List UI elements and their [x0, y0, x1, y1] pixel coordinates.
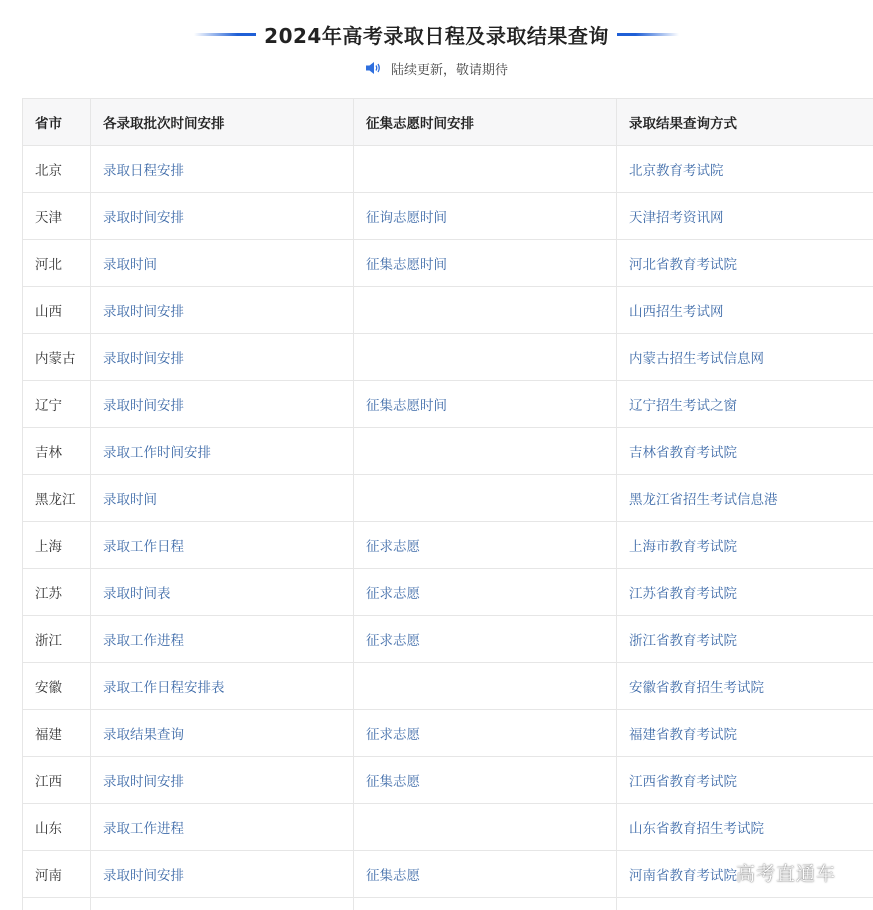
- solicit-cell: [354, 616, 617, 663]
- subtitle-row: [0, 58, 873, 78]
- solicit-cell: [354, 475, 617, 522]
- subtitle-text: 陆续更新，敬请期待: [390, 62, 508, 78]
- table-row: [23, 898, 873, 910]
- table-row: [23, 522, 873, 569]
- solicit-link[interactable]: 征询志愿时间: [366, 210, 447, 226]
- query-cell: [617, 381, 873, 428]
- schedule-cell: [91, 616, 354, 663]
- query-cell: [617, 522, 873, 569]
- table-row: [23, 616, 873, 663]
- province-cell: 吉林: [23, 428, 91, 475]
- query-cell: [617, 757, 873, 804]
- province-cell: [23, 898, 91, 910]
- schedule-link[interactable]: 录取时间: [103, 257, 157, 273]
- schedule-link[interactable]: 录取工作日程安排表: [103, 680, 225, 696]
- title-row: [0, 18, 873, 50]
- solicit-cell: [354, 193, 617, 240]
- schedule-cell: [91, 710, 354, 757]
- schedule-link[interactable]: 录取工作时间安排: [103, 445, 211, 461]
- header-schedule: 各录取批次时间安排: [91, 99, 354, 146]
- table-row: [23, 475, 873, 522]
- province-cell: 福建: [23, 710, 91, 757]
- solicit-link[interactable]: 征求志愿: [366, 727, 420, 743]
- table-row: [23, 663, 873, 710]
- page-title: 2024年高考录取日程及录取结果查询: [264, 23, 609, 48]
- query-link[interactable]: 福建省教育考试院: [629, 727, 737, 743]
- query-link[interactable]: 浙江省教育考试院: [629, 633, 737, 649]
- table-row: [23, 757, 873, 804]
- solicit-cell: [354, 710, 617, 757]
- solicit-link[interactable]: 征集志愿时间: [366, 398, 447, 414]
- schedule-link[interactable]: 录取时间安排: [103, 868, 184, 884]
- query-cell: [617, 193, 873, 240]
- schedule-cell: [91, 240, 354, 287]
- solicit-cell: [354, 334, 617, 381]
- schedule-cell: [91, 569, 354, 616]
- province-cell: 浙江: [23, 616, 91, 663]
- schedule-link[interactable]: 录取时间表: [103, 586, 171, 602]
- schedule-cell: [91, 428, 354, 475]
- schedule-cell: [91, 146, 354, 193]
- query-link[interactable]: 江苏省教育考试院: [629, 586, 737, 602]
- query-link[interactable]: 山西招生考试网: [629, 304, 724, 320]
- table-row: [23, 240, 873, 287]
- schedule-link[interactable]: 录取时间安排: [103, 398, 184, 414]
- solicit-link[interactable]: 征集志愿: [366, 774, 420, 790]
- schedule-cell: [91, 757, 354, 804]
- solicit-cell: [354, 569, 617, 616]
- schedule-cell: [91, 287, 354, 334]
- schedule-link[interactable]: 录取工作进程: [103, 821, 184, 837]
- table-row: [23, 287, 873, 334]
- schedule-cell: [91, 334, 354, 381]
- province-cell: 山东: [23, 804, 91, 851]
- solicit-link[interactable]: 征求志愿: [366, 633, 420, 649]
- query-link[interactable]: 吉林省教育考试院: [629, 445, 737, 461]
- province-cell: 北京: [23, 146, 91, 193]
- solicit-cell: [354, 663, 617, 710]
- query-link[interactable]: 黑龙江省招生考试信息港: [629, 492, 778, 508]
- table-row: [23, 569, 873, 616]
- query-link[interactable]: 上海市教育考试院: [629, 539, 737, 555]
- header-solicit: 征集志愿时间安排: [354, 99, 617, 146]
- query-link[interactable]: 河南省教育考试院: [629, 868, 737, 884]
- province-cell: 河南: [23, 851, 91, 898]
- province-cell: 河北: [23, 240, 91, 287]
- title-decor-line-right: [617, 33, 679, 36]
- solicit-link[interactable]: 征集志愿时间: [366, 257, 447, 273]
- query-cell: [617, 334, 873, 381]
- schedule-cell: [91, 663, 354, 710]
- query-cell: [617, 616, 873, 663]
- admission-table-container: [22, 98, 873, 910]
- province-cell: 内蒙古: [23, 334, 91, 381]
- solicit-link[interactable]: 征求志愿: [366, 586, 420, 602]
- table-row: [23, 710, 873, 757]
- solicit-cell: [354, 804, 617, 851]
- solicit-cell: [354, 851, 617, 898]
- page-header: [0, 0, 873, 98]
- query-link[interactable]: 河北省教育考试院: [629, 257, 737, 273]
- table-row: [23, 334, 873, 381]
- query-cell: [617, 146, 873, 193]
- province-cell: 辽宁: [23, 381, 91, 428]
- query-cell: [617, 663, 873, 710]
- solicit-cell: [354, 428, 617, 475]
- query-link[interactable]: 天津招考资讯网: [629, 210, 724, 226]
- query-cell: [617, 240, 873, 287]
- province-cell: 黑龙江: [23, 475, 91, 522]
- header-province: 省市: [23, 99, 91, 146]
- schedule-cell: [91, 522, 354, 569]
- title-decor-line-left: [194, 33, 256, 36]
- province-cell: 山西: [23, 287, 91, 334]
- schedule-link[interactable]: 录取结果查询: [103, 727, 184, 743]
- admission-table: [22, 98, 873, 910]
- schedule-link[interactable]: 录取时间安排: [103, 304, 184, 320]
- solicit-link[interactable]: 征集志愿: [366, 868, 420, 884]
- query-link[interactable]: 江西省教育考试院: [629, 774, 737, 790]
- table-row: [23, 381, 873, 428]
- solicit-cell: [354, 522, 617, 569]
- schedule-link[interactable]: 录取时间: [103, 492, 157, 508]
- solicit-cell: [354, 146, 617, 193]
- schedule-link[interactable]: 录取时间安排: [103, 210, 184, 226]
- province-cell: 江西: [23, 757, 91, 804]
- query-link[interactable]: 内蒙古招生考试信息网: [629, 351, 764, 367]
- schedule-link[interactable]: 录取工作进程: [103, 633, 184, 649]
- solicit-cell: [354, 757, 617, 804]
- query-cell: [617, 804, 873, 851]
- query-cell: [617, 710, 873, 757]
- table-row: [23, 804, 873, 851]
- header-query: 录取结果查询方式: [617, 99, 873, 146]
- speaker-icon: [365, 61, 383, 75]
- schedule-cell: [91, 193, 354, 240]
- province-cell: 上海: [23, 522, 91, 569]
- schedule-cell: [91, 851, 354, 898]
- schedule-cell: [91, 898, 354, 910]
- solicit-cell: [354, 287, 617, 334]
- province-cell: 天津: [23, 193, 91, 240]
- query-cell: [617, 569, 873, 616]
- query-link[interactable]: 山东省教育招生考试院: [629, 821, 764, 837]
- query-cell: [617, 287, 873, 334]
- query-link[interactable]: 安徽省教育招生考试院: [629, 680, 764, 696]
- table-body: [23, 146, 873, 910]
- table-row: [23, 428, 873, 475]
- watermark: 高考直通车: [736, 863, 837, 885]
- query-cell: [617, 475, 873, 522]
- schedule-cell: [91, 475, 354, 522]
- table-row: [23, 193, 873, 240]
- solicit-cell: [354, 240, 617, 287]
- query-link[interactable]: 北京教育考试院: [629, 163, 724, 179]
- schedule-cell: [91, 381, 354, 428]
- schedule-link[interactable]: 录取时间安排: [103, 774, 184, 790]
- solicit-cell: [354, 898, 617, 910]
- query-link[interactable]: 辽宁招生考试之窗: [629, 398, 737, 414]
- solicit-link[interactable]: 征求志愿: [366, 539, 420, 555]
- solicit-cell: [354, 381, 617, 428]
- province-cell: 安徽: [23, 663, 91, 710]
- schedule-cell: [91, 804, 354, 851]
- query-cell: [617, 428, 873, 475]
- schedule-link[interactable]: 录取日程安排: [103, 163, 184, 179]
- province-cell: 江苏: [23, 569, 91, 616]
- table-row: [23, 146, 873, 193]
- query-cell: [617, 898, 873, 910]
- schedule-link[interactable]: 录取时间安排: [103, 351, 184, 367]
- schedule-link[interactable]: 录取工作日程: [103, 539, 184, 555]
- table-header-row: [23, 99, 873, 146]
